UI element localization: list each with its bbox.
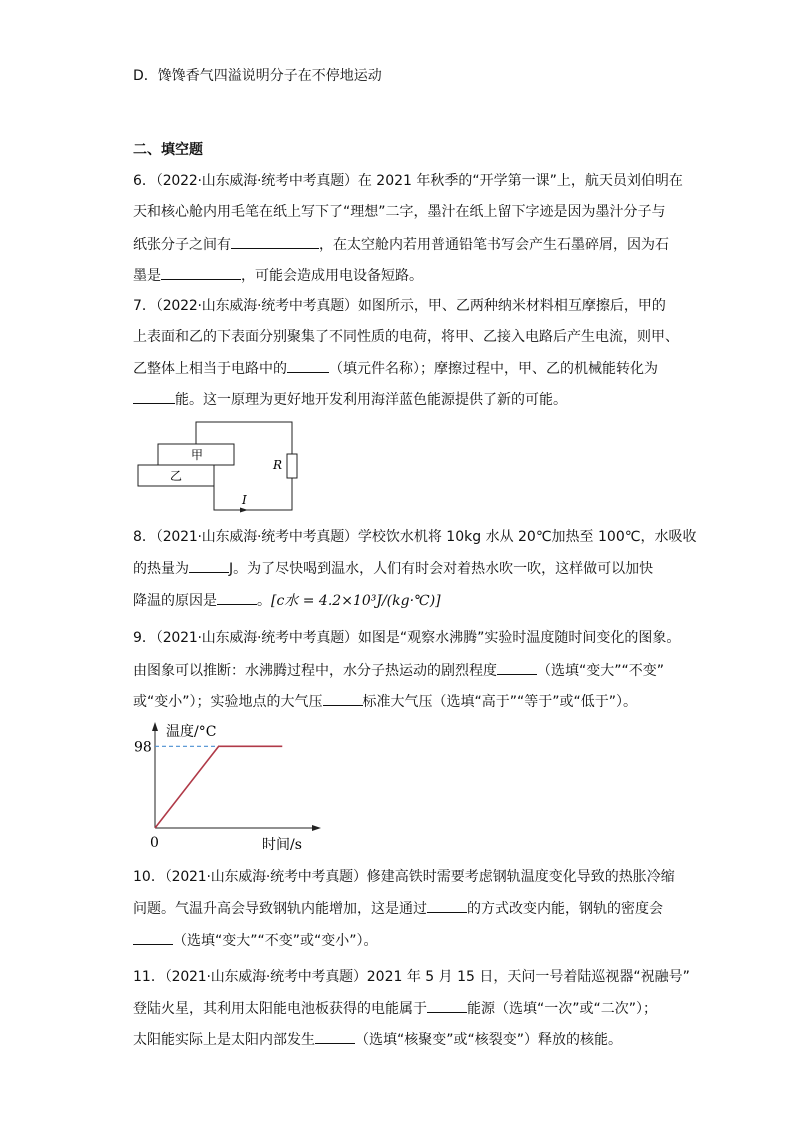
q11-text-2a: 登陆火星，其利用太阳能电池板获得的电能属于 (133, 1001, 427, 1017)
q10-source: （2021·山东威海·统考中考真题） (164, 869, 367, 885)
label-i: I (242, 493, 247, 507)
label-r: R (273, 458, 283, 472)
y-tick-label: 98 (134, 739, 152, 756)
origin-label: 0 (150, 835, 159, 851)
q6-number: 6． (133, 173, 156, 189)
q11-source: （2021·山东威海·统考中考真题） (164, 969, 367, 985)
q6-text-3b: ，在太空舱内若用普通铅笔书写会产生石墨碎屑，因为石 (319, 237, 669, 253)
q9-source: （2021·山东威海·统考中考真题） (155, 630, 358, 646)
q11-text-3a: 太阳能实际上是太阳内部发生 (133, 1032, 315, 1048)
q10-text-3b: （选填“变大”“不变”或“变小”）。 (173, 933, 378, 949)
x-axis-arrow-icon (312, 825, 321, 831)
wire-top (196, 422, 292, 454)
current-arrow-icon (240, 508, 248, 513)
q11-text-3b: （选填“核聚变”或“核裂变”）释放的核能。 (355, 1032, 623, 1048)
q7-text-4b: 能。这一原理为更好地开发利用海洋蓝色能源提供了新的可能。 (175, 392, 567, 408)
section-title: 二、填空题 (133, 142, 203, 158)
q9-text-3a: 或“变小”）；实验地点的大气压 (133, 694, 323, 710)
q8-source: （2021·山东威海·统考中考真题） (155, 529, 358, 545)
q10-text-2a: 问题。气温升高会导致钢轨内能增加，这是通过 (133, 901, 427, 917)
wire-bottom (214, 478, 292, 510)
q8-blank-1[interactable] (189, 558, 229, 573)
q7-blank-2[interactable] (133, 389, 175, 404)
q6-source: （2022·山东威海·统考中考真题） (155, 173, 358, 189)
q7-blank-1[interactable] (287, 358, 329, 373)
q11-text-1: 2021 年 5 月 15 日，天问一号着陆巡视器“祝融号” (366, 969, 690, 985)
option-d: D．馋馋香气四溢说明分子在不停地运动 (133, 68, 382, 84)
label-yi: 乙 (170, 469, 183, 483)
q6-blank-1[interactable] (231, 234, 319, 249)
q8-text-1: 学校饮水机将 10kg 水从 20℃加热至 100℃，水吸收 (357, 529, 697, 545)
q11-number: 11． (133, 969, 165, 985)
q7-text-2: 上表面和乙的下表面分别聚集了不同性质的电荷，将甲、乙接入电路后产生电流，则甲、 (133, 329, 679, 345)
q8-text-2a: 的热量为 (133, 561, 189, 577)
q7-text-3a: 乙整体上相当于电路中的 (133, 361, 287, 377)
circuit-diagram (130, 418, 310, 518)
q8-text-3b: 。 (257, 593, 271, 609)
q9-text-2b: （选填“变大”“不变” (537, 663, 665, 679)
q6-text-4a: 墨是 (133, 268, 161, 284)
q9-text-2a: 由图象可以推断：水沸腾过程中，水分子热运动的剧烈程度 (133, 663, 497, 679)
q10-text-2b: 的方式改变内能，钢轨的密度会 (467, 901, 663, 917)
q6-text-3a: 纸张分子之间有 (133, 237, 231, 253)
q6-text-2: 天和核心舱内用毛笔在纸上写下了“理想”二字，墨汁在纸上留下字迹是因为墨汁分子与 (133, 204, 666, 220)
q8-number: 8． (133, 529, 156, 545)
q10-blank-1[interactable] (427, 898, 467, 913)
q7-source: （2022·山东威海·统考中考真题） (155, 298, 358, 314)
x-axis-label: 时间/s (262, 837, 302, 853)
q11-blank-1[interactable] (427, 998, 467, 1013)
q6-blank-2[interactable] (161, 265, 241, 280)
q7-number: 7． (133, 298, 156, 314)
q10-blank-2[interactable] (133, 930, 173, 945)
label-jia: 甲 (191, 448, 204, 462)
q8-blank-2[interactable] (217, 590, 257, 605)
q7-text-1: 如图所示，甲、乙两种纳米材料相互摩擦后，甲的 (357, 298, 666, 314)
q9-text-1: 如图是“观察水沸腾”实验时温度随时间变化的图象。 (357, 630, 681, 646)
q10-number: 10． (133, 869, 165, 885)
q9-number: 9． (133, 630, 156, 646)
q11-blank-2[interactable] (315, 1029, 355, 1044)
q9-blank-2[interactable] (323, 691, 363, 706)
q6-text-1: 在 2021 年秋季的“开学第一课”上，航天员刘伯明在 (357, 173, 683, 189)
temperature-time-chart (130, 718, 330, 858)
q7-text-3b: （填元件名称）；摩擦过程中，甲、乙的机械能转化为 (329, 361, 658, 377)
q6-text-4b: ，可能会造成用电设备短路。 (241, 268, 423, 284)
q11-text-2b: 能源（选填“一次”或“二次”）； (467, 1001, 658, 1017)
q9-text-3b: 标准大气压（选填“高于”“等于”或“低于”）。 (362, 694, 638, 710)
q9-blank-1[interactable] (497, 660, 537, 675)
q8-formula: [c水 = 4.2×10³J/(kg·℃)] (271, 593, 441, 609)
y-axis-arrow-icon (152, 722, 158, 731)
resistor (287, 454, 297, 478)
y-axis-label: 温度/°C (166, 724, 217, 740)
q10-text-1: 修建高铁时需要考虑钢轨温度变化导致的热胀冷缩 (366, 869, 675, 885)
q8-text-2b: J。为了尽快喝到温水，人们有时会对着热水吹一吹，这样做可以加快 (229, 561, 654, 577)
q8-text-3a: 降温的原因是 (133, 593, 217, 609)
temperature-series-line (155, 746, 282, 828)
